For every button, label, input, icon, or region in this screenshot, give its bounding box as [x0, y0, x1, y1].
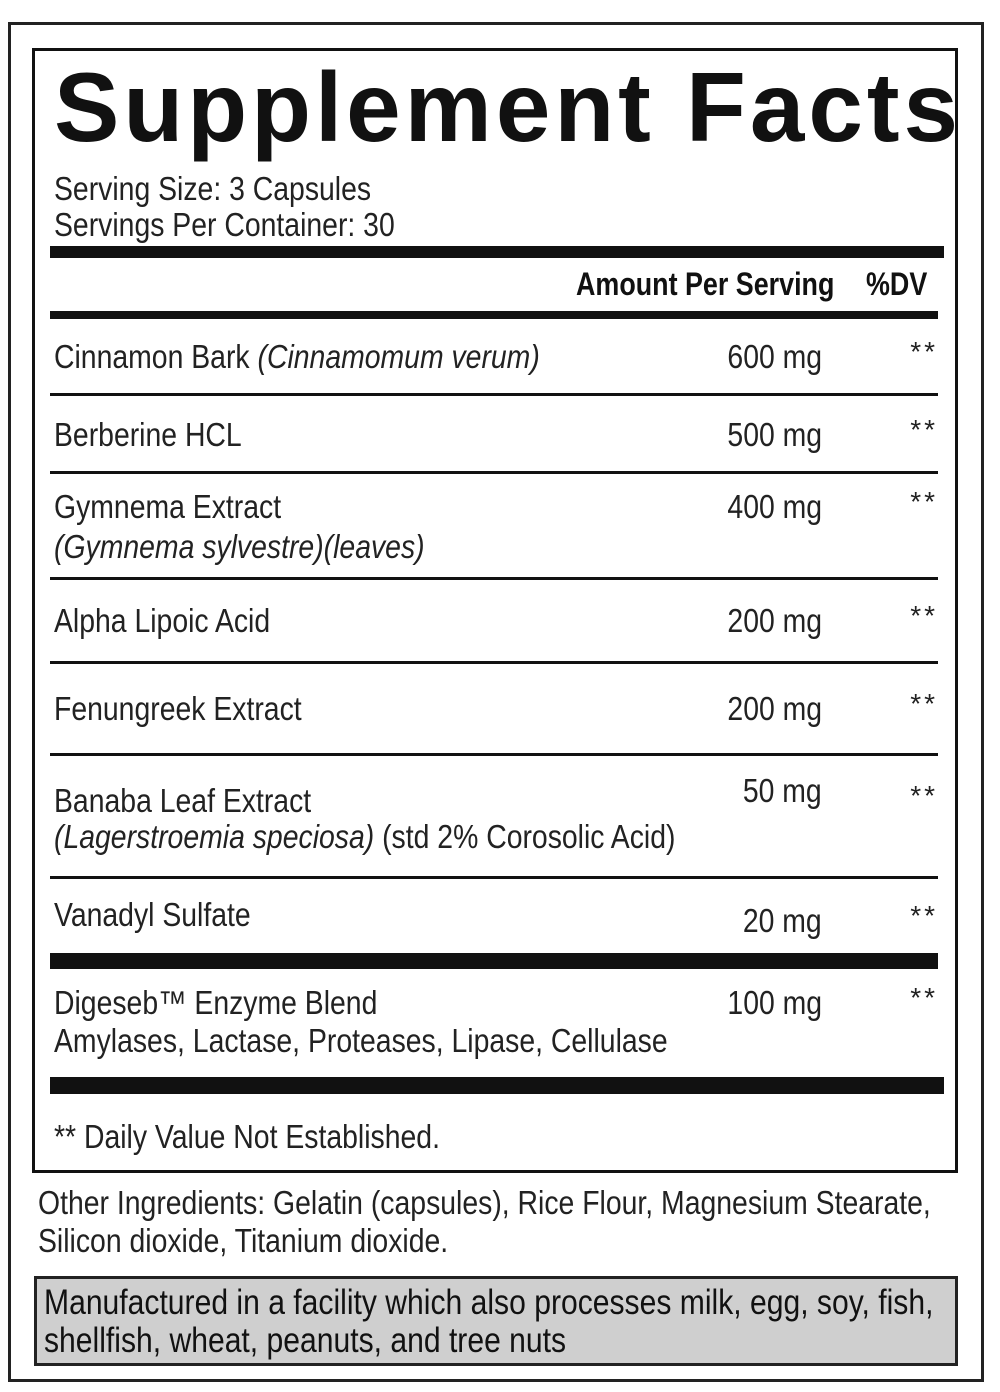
- ingredient-detail: (Gymnema sylvestre)(leaves): [54, 528, 425, 565]
- dv-footnote: ** Daily Value Not Established.: [54, 1118, 440, 1155]
- thick-divider: [50, 1077, 944, 1094]
- ingredient-name: Digeseb™ Enzyme Blend: [54, 984, 378, 1021]
- row-divider: [50, 661, 938, 664]
- ingredient-dv: **: [910, 688, 938, 719]
- ingredient-name: Alpha Lipoic Acid: [54, 602, 271, 639]
- allergen-notice: Manufactured in a facility which also processes milk, egg, soy, fish, shellfish, wheat, peanuts, and tree nuts: [44, 1283, 934, 1360]
- ingredient-dv: **: [910, 414, 938, 445]
- ingredient-amount: 50 mg: [743, 772, 822, 809]
- row-divider: [50, 876, 938, 879]
- other-ingredients: Other Ingredients: Gelatin (capsules), Rice Flour, Magnesium Stearate, Silicon dioxide, Titanium dioxide.: [38, 1184, 931, 1259]
- servings-per-container: Servings Per Container: 30: [54, 206, 395, 243]
- ingredient-dv: **: [910, 486, 938, 517]
- ingredient-name: Berberine HCL: [54, 416, 242, 453]
- ingredient-amount: 20 mg: [743, 902, 822, 939]
- ingredient-name: Banaba Leaf Extract: [54, 782, 312, 819]
- ingredient-detail: (Lagerstroemia speciosa) (std 2% Corosolic Acid): [54, 818, 676, 855]
- dv-header: %DV: [866, 266, 928, 302]
- row-divider: [50, 393, 938, 396]
- ingredient-amount: 200 mg: [727, 602, 822, 639]
- serving-size: Serving Size: 3 Capsules: [54, 170, 372, 207]
- ingredient-dv: **: [910, 336, 938, 367]
- ingredient-name: Fenungreek Extract: [54, 690, 302, 727]
- ingredient-dv: **: [910, 900, 938, 931]
- ingredient-name: Cinnamon Bark (Cinnamomum verum): [54, 338, 540, 375]
- ingredient-amount: 400 mg: [727, 488, 822, 525]
- ingredient-amount: 100 mg: [727, 984, 822, 1021]
- row-divider: [50, 753, 938, 756]
- ingredient-amount: 200 mg: [727, 690, 822, 727]
- ingredient-detail: Amylases, Lactase, Proteases, Lipase, Cellulase: [54, 1022, 668, 1059]
- ingredient-dv: **: [910, 982, 938, 1013]
- ingredient-name: Vanadyl Sulfate: [54, 896, 251, 933]
- thick-divider: [50, 311, 938, 319]
- ingredient-dv: **: [910, 600, 938, 631]
- amount-per-serving-header: Amount Per Serving: [576, 266, 835, 302]
- ingredient-amount: 500 mg: [727, 416, 822, 453]
- ingredient-dv: **: [910, 780, 938, 811]
- panel-title: Supplement Facts: [54, 52, 963, 162]
- row-divider: [50, 577, 938, 580]
- thick-divider: [50, 953, 938, 969]
- ingredient-amount: 600 mg: [727, 338, 822, 375]
- thick-divider: [50, 246, 944, 258]
- ingredient-name: Gymnema Extract: [54, 488, 282, 525]
- row-divider: [50, 471, 938, 474]
